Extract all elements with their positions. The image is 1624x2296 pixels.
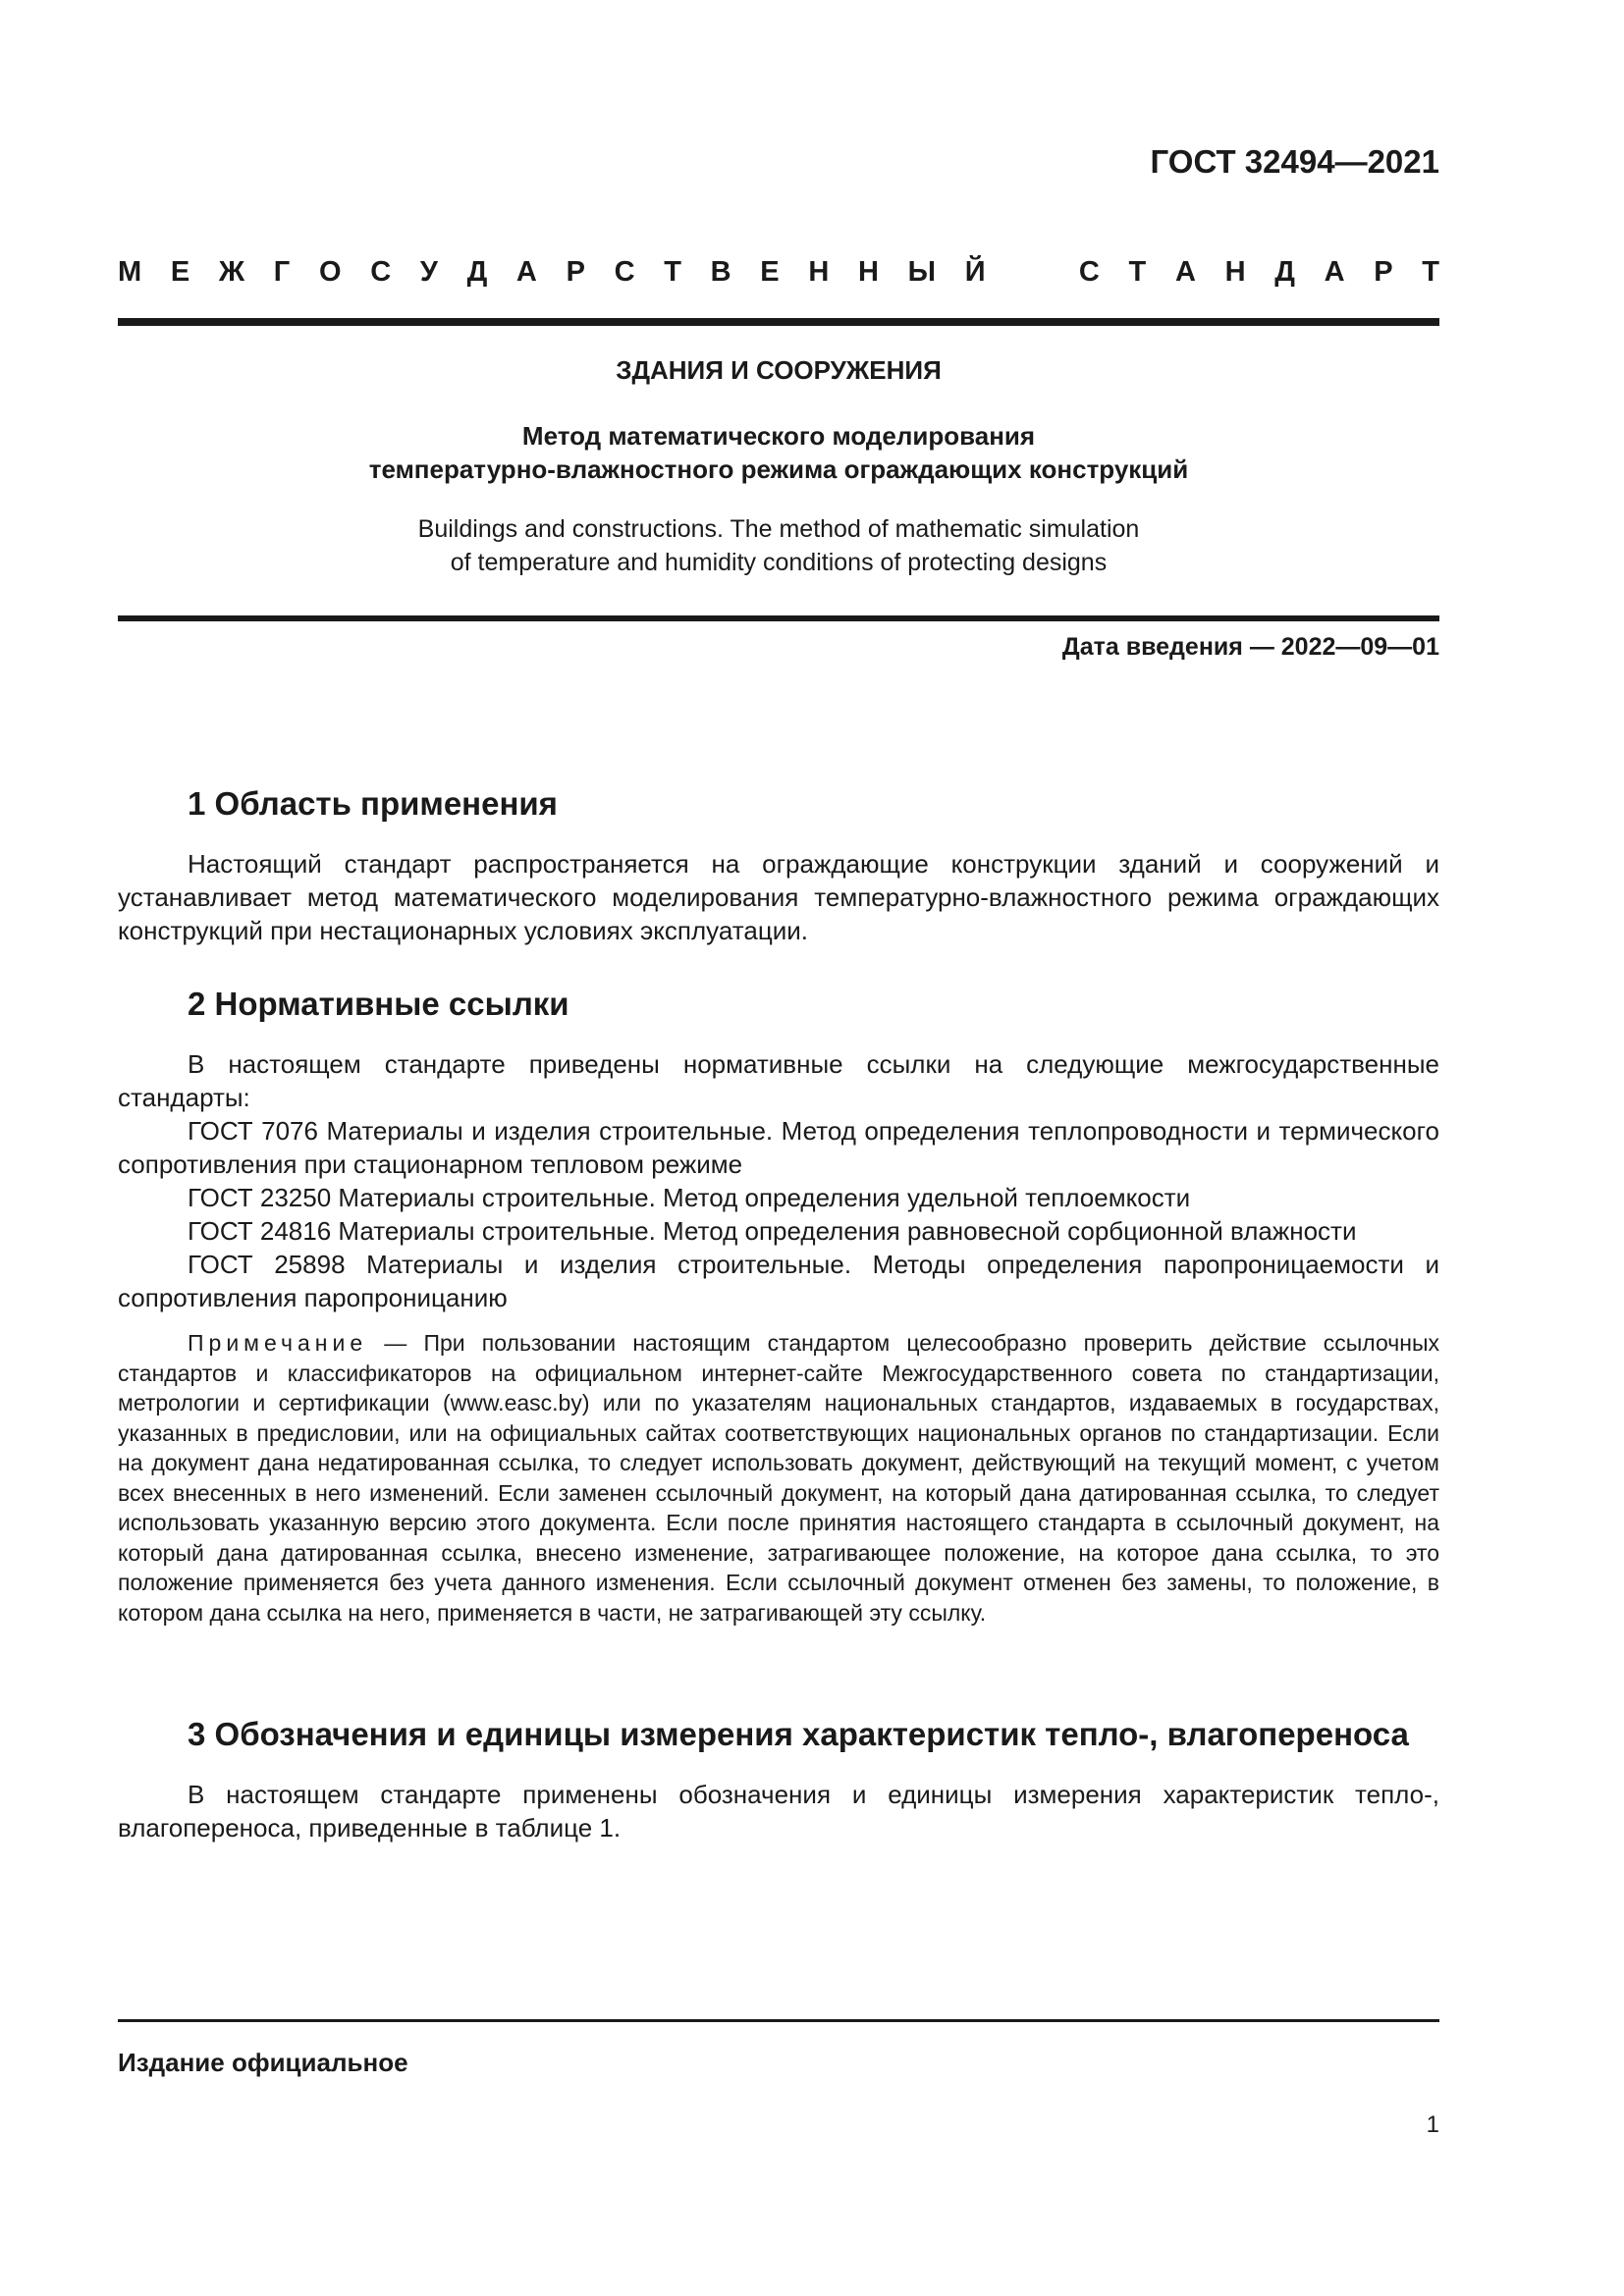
reference-item: ГОСТ 23250 Материалы строительные. Метод определения удельной теплоемкости [188, 1183, 1191, 1212]
reference-item: ГОСТ 25898 Материалы и изделия строительные. Методы определения паропроницаемости и сопротивления паропроницанию [118, 1250, 1439, 1312]
references-note: Примечание — При пользовании настоящим стандартом целесообразно проверить действие ссылочных стандартов и классификаторов на официальном интернет-сайте Межгосударственного совета по стандартизации, метрологии и сертификации (www.easc.by) или по указателям национальных стандартов, издаваемых в государствах, указанных в предисловии, или на официальных сайтах соответствующих национальных органов по стандартизации. Если на документ дана недатированная ссылка, то следует использовать документ, действующий на текущий момент, с учетом всех внесенных в него изменений. Если заменен ссылочный документ, на который дана датированная ссылка, то следует использовать указанную версию этого документа. Если после принятия настоящего стандарта в ссылочный документ, на который дана датированная ссылка, внесено изменение, затрагивающее положение, на которое дана ссылка, то это положение применяется без учета данного изменения. Если ссылочный документ отменен без замены, то положение, в котором дана ссылка на него, применяется в части, не затрагивающей эту ссылку. [118, 1330, 1439, 1626]
edition-label: Издание официальное [118, 2048, 408, 2077]
footer-divider [118, 2019, 1439, 2022]
reference-item: ГОСТ 24816 Материалы строительные. Метод определения равновесной сорбционной влажности [188, 1216, 1357, 1246]
standard-type-label: М Е Ж Г О С У Д А Р С Т В Е Н Н Ы Й С Т А Н Д А Р Т [118, 255, 1439, 288]
references-intro: В настоящем стандарте приведены нормативные ссылки на следующие межгосударственные стандарты: [118, 1049, 1439, 1112]
header-divider [118, 318, 1439, 326]
document-title: ЗДАНИЯ И СООРУЖЕНИЯ [616, 355, 942, 385]
section-1-heading: 1 Область применения [188, 785, 558, 822]
reference-item: ГОСТ 7076 Материалы и изделия строительные. Метод определения теплопроводности и термического сопротивления при стационарном тепловом режиме [118, 1116, 1439, 1179]
section-3-heading: 3 Обозначения и единицы измерения характеристик тепло-, влагопереноса [188, 1716, 1409, 1752]
introduction-date: Дата введения — 2022—09—01 [1061, 633, 1439, 661]
document-subtitle: Метод математического моделирования температурно-влажностного режима ограждающих конструкций [368, 421, 1189, 484]
document-number: ГОСТ 32494—2021 [1150, 143, 1439, 180]
title-divider [118, 615, 1439, 621]
section-1-text: Настоящий стандарт распространяется на ограждающие конструкции зданий и сооружений и устанавливает метод математического моделирования температурно-влажностного режима ограждающих конструкций при нестационарных условиях эксплуатации. [118, 849, 1439, 945]
page-number: 1 [1426, 2111, 1439, 2138]
section-2-heading: 2 Нормативные ссылки [188, 986, 569, 1022]
english-title: Buildings and constructions. The method of mathematic simulation of temperature and humidity conditions of protecting designs [417, 515, 1140, 576]
normative-references [118, 1047, 1439, 1314]
section-3-text: В настоящем стандарте применены обозначения и единицы измерения характеристик тепло-, влагопереноса, приведенные в таблице 1. [118, 1780, 1439, 1842]
note-label: Примечание [188, 1330, 368, 1356]
